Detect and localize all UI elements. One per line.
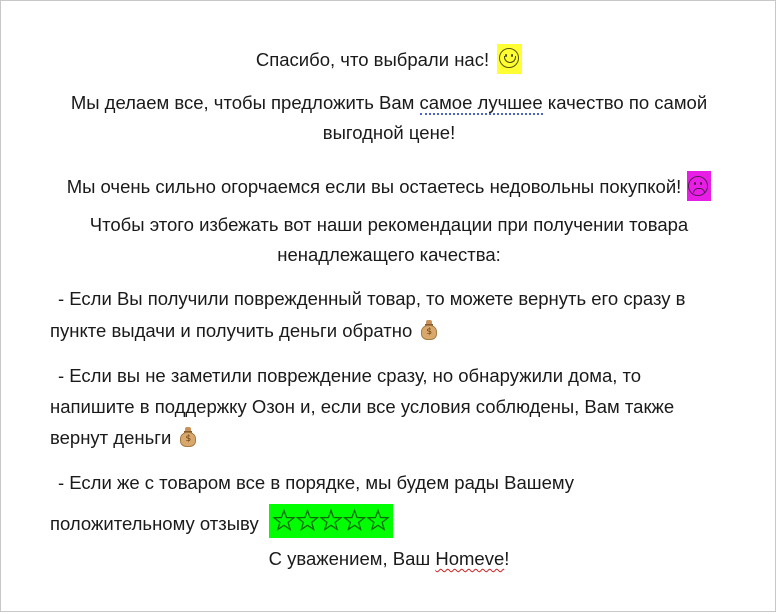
star-outline-icon — [368, 511, 388, 530]
item2-line-2: напишите в поддержку Озон и, если все условия соблюдены, Вам также — [50, 396, 675, 417]
mission-line-1 — [0, 94, 778, 113]
item1-text: пункте выдачи и получить деньги обратно — [50, 320, 413, 341]
intro-line-2: ненадлежащего качества: — [277, 244, 501, 265]
item3-text: положительному отзыву — [50, 512, 259, 534]
money-bag-icon: $ — [420, 320, 438, 340]
item3-line-1: - Если же с товаром все в порядке, мы будем рады Вашему — [58, 472, 575, 493]
star-outline-icon — [321, 511, 341, 530]
regret-text: Мы очень сильно огорчаемся если вы остаетесь недовольны покупкой! — [66, 175, 682, 197]
signoff-text: С уважением, Ваш — [268, 548, 436, 569]
mission-text-start: Мы делаем все, чтобы предложить Вам — [70, 92, 420, 113]
greeting-text: Спасибо, что выбрали нас! — [255, 48, 490, 70]
item2-line-3 — [50, 429, 197, 449]
item2-text: вернут деньги — [50, 427, 172, 448]
item2-line-1: - Если вы не заметили повреждение сразу, но обнаружили дома, то — [58, 365, 642, 386]
signoff-exclamation: ! — [504, 548, 510, 569]
mission-text-end: качество по самой — [542, 92, 708, 113]
brand-name: Homeve — [435, 548, 505, 569]
star-outline-icon — [297, 511, 317, 530]
frowning-face-icon — [687, 171, 711, 201]
regret-line — [0, 173, 778, 203]
mission-line-2: выгодной цене! — [322, 122, 456, 143]
money-bag-icon: $ — [179, 427, 197, 447]
item1-line-2 — [50, 322, 438, 342]
item1-line-1: - Если Вы получили поврежденный товар, то можете вернуть его сразу в — [58, 288, 686, 309]
star-outline-icon — [344, 511, 364, 530]
mission-highlight-text: самое лучшее — [419, 92, 543, 113]
greeting-line — [0, 46, 778, 76]
intro-line-1: Чтобы этого избежать вот наши рекомендации при получении товара — [89, 214, 689, 235]
item3-line-2 — [50, 508, 393, 542]
rating-stars — [269, 504, 393, 538]
star-outline-icon — [274, 511, 294, 530]
smiling-face-icon — [497, 44, 522, 74]
signoff-line — [0, 550, 778, 569]
